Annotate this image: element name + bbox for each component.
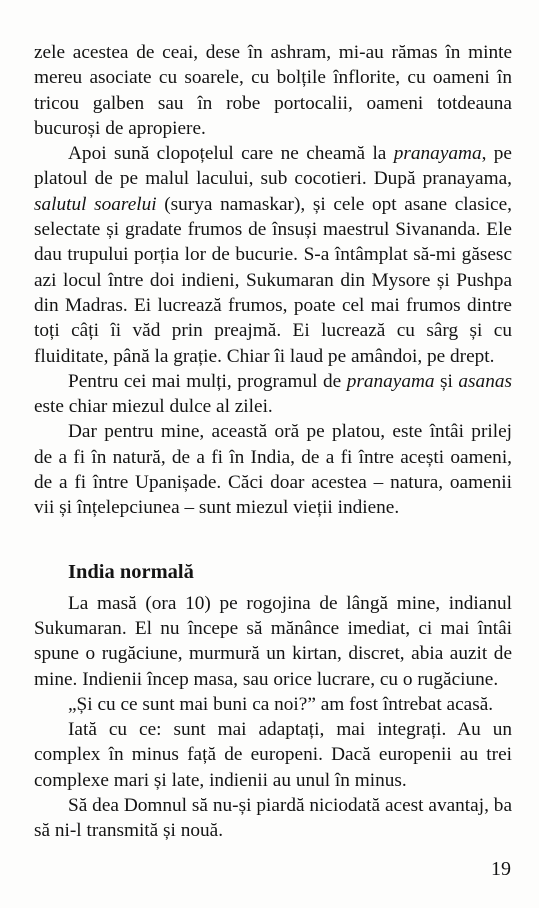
italic-term-asanas: asanas xyxy=(458,370,512,392)
paragraph-pranayama xyxy=(34,141,512,369)
paragraph-natura: Dar pentru mine, această oră pe platou, este întâi prilej de a fi în natură, de a fi în India, de a fi între acești oameni, de a fi între Upanișade. Căci doar acestea – natura, oamenii vii și înțelepciunea – sunt miezul vieții indiene. xyxy=(34,421,512,519)
section-spacer xyxy=(34,521,512,559)
body-text xyxy=(34,40,512,844)
page-number: 19 xyxy=(491,858,511,880)
text-run: și xyxy=(434,370,459,392)
italic-term-pranayama: pranayama xyxy=(393,143,482,165)
text-run: , pe platoul de pe malul lacului, sub cocotieri. După pranayama, xyxy=(34,143,512,190)
text-run: Apoi sună clopoțelul care ne cheamă la xyxy=(68,143,394,165)
paragraph-program xyxy=(34,369,512,420)
text-run: este chiar miezul dulce al zilei. xyxy=(34,396,273,418)
paragraph-avantaj: Să dea Domnul să nu-și piardă niciodată acest avantaj, ba să ni-l transmită și nouă. xyxy=(34,795,512,842)
paragraph-masa: La masă (ora 10) pe rogojina de lângă mine, indianul Sukumaran. El nu începe să mănânce imediat, ci mai întâi spune o rugăciune, murmură un kirtan, discret, abia auzit de mine. Indienii încep masa, sau orice lucrare, cu o rugăciune. xyxy=(34,592,512,690)
text-run: Pentru cei mai mulți, programul de xyxy=(68,370,347,392)
paragraph-intrebare: „Și cu ce sunt mai buni ca noi?” am fost întrebat acasă. xyxy=(68,693,494,715)
italic-term-salutul-soarelui: salutul soarelui xyxy=(34,193,157,215)
text-run: (surya namaskar), și cele opt asane clasice, selectate și gradate frumos de însuși maestrul Sivananda. Ele dau trupului porția lor de bucurie. S-a întâmplat să-mi găsesc azi locul între doi indieni, Sukumaran din Mysore și Pushpa din Madras. Ei lucrează frumos, poate cel mai frumos dintre toți câți îi văd prin preajmă. Ei lucrează cu sârg și cu fluiditate, până la grație. Chiar îi laud pe amândoi, pe drept. xyxy=(34,193,512,367)
paragraph-continuation: zele acestea de ceai, dese în ashram, mi-au rămas în minte mereu asociate cu soarele, cu bolțile înflorite, cu oameni în tricou galben sau în robe portocalii, oameni totdeauna bucuroși de apropiere. xyxy=(34,42,512,139)
section-heading: India normală xyxy=(68,560,194,583)
italic-term-pranayama: pranayama xyxy=(346,370,435,392)
paragraph-raspuns: Iată cu ce: sunt mai adaptați, mai integrați. Au un complex în minus față de europeni. Dacă europenii au trei complexe mari și late, indienii au unul în minus. xyxy=(34,719,512,791)
